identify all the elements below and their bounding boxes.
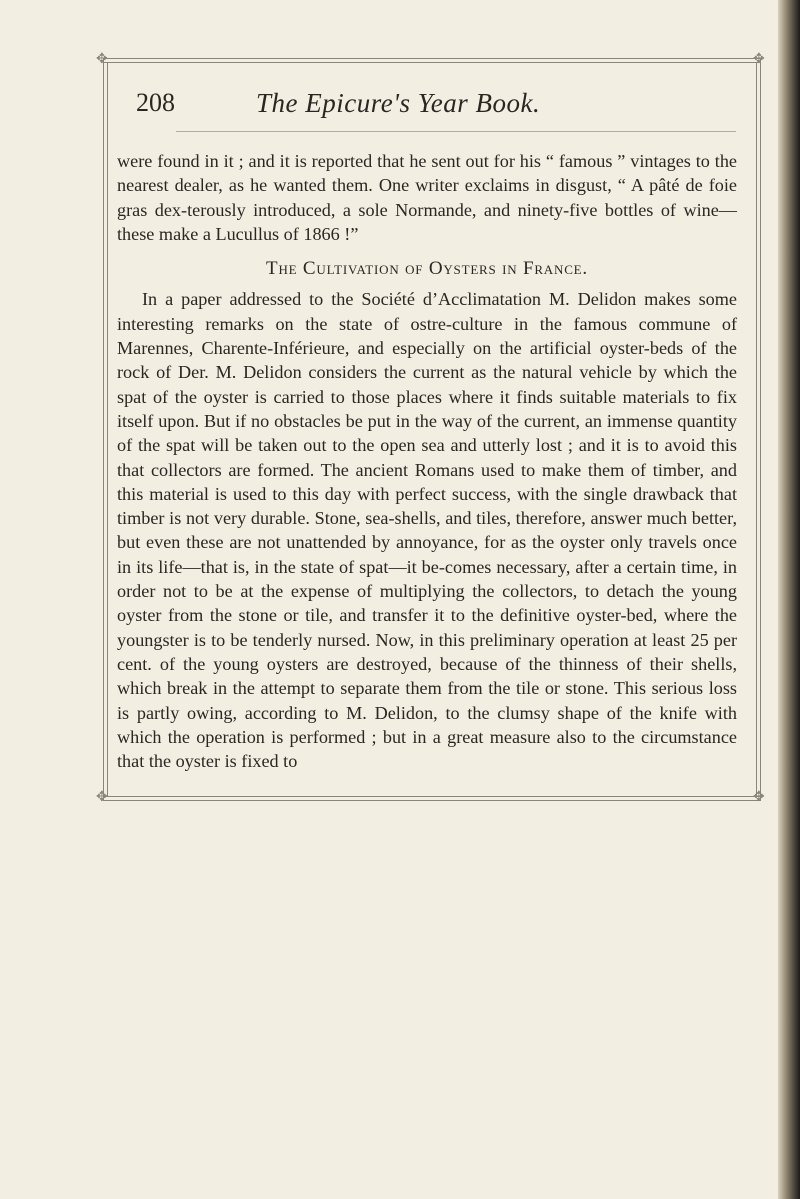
frame-bottom-rule (104, 796, 761, 797)
corner-ornament-icon: ✥ (96, 51, 108, 67)
running-title: The Epicure's Year Book. (256, 88, 541, 118)
corner-ornament-icon: ✥ (753, 51, 765, 67)
body-text (117, 149, 737, 773)
frame-bottom-rule-inner (104, 800, 761, 801)
frame-top-rule (104, 58, 761, 59)
corner-ornament-icon: ✥ (753, 789, 765, 805)
page-number: 208 (136, 88, 175, 117)
header-rule (176, 131, 736, 132)
corner-ornament-icon: ✥ (96, 789, 108, 805)
running-header (136, 88, 736, 124)
section-heading: The Cultivation of Oysters in France. (266, 258, 588, 280)
frame-left-rule (103, 58, 104, 801)
frame-right-rule (760, 58, 761, 801)
frame-right-rule-inner (756, 62, 757, 797)
frame-left-rule-inner (107, 62, 108, 797)
frame-top-rule-inner (104, 62, 761, 63)
page-edge-shadow (778, 0, 800, 1199)
paragraph: In a paper addressed to the Société d’Acclimatation M. Delidon makes some interesting remarks on the state of ostre-culture in the famous commune of Marennes, Charente-Inférieure, and especially on the artificial oyster-beds of the rock of Der. M. Delidon considers the current as the natural vehicle by which the spat of the oyster is carried to those places where it finds suitable materials to fix itself upon. But if no obstacles be put in the way of the current, an immense quantity of the spat will be taken out to the open sea and utterly lost ; and it is to avoid this that collectors are formed. The ancient Romans used to make them of timber, and this material is used to this day with perfect success, with the single drawback that timber is not very durable. Stone, sea-shells, and tiles, therefore, answer much better, but even these are not unattended by annoyance, for as the oyster only travels once in its life—that is, in the state of spat—it be-comes necessary, after a certain time, in order not to be at the expense of multiplying the collectors, to detach the young oyster from the stone or tile, and transfer it to the definitive oyster-bed, where the youngster is to be tenderly nursed. Now, in this preliminary operation at least 25 per cent. of the young oysters are destroyed, because of the thinness of their shells, which break in the attempt to separate them from the tile or stone. This serious loss is partly owing, according to M. Delidon, to the clumsy shape of the knife with which the operation is performed ; but in a great measure also to the circumstance that the oyster is fixed to (117, 289, 737, 772)
paragraph: were found in it ; and it is reported that he sent out for his “ famous ” vintages to the nearest dealer, as he wanted them. One writer exclaims in disgust, “ A pâté de foie gras dex-terously introduced, a sole Normande, and ninety-five bottles of wine—these make a Lucullus of 1866 !” (117, 151, 737, 244)
